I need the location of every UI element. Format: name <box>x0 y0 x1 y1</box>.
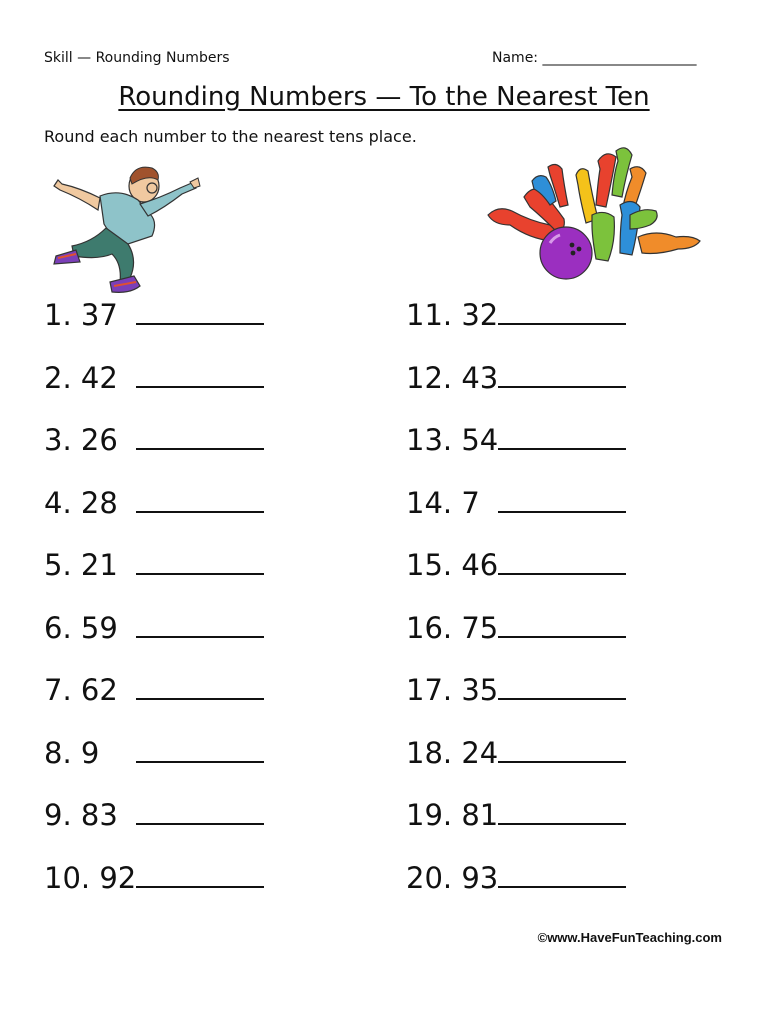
answer-blank <box>498 428 626 450</box>
problem-label: 17. 35 <box>406 673 499 707</box>
answer-blank <box>498 741 626 763</box>
bowling-pins-illustration <box>480 145 705 285</box>
problem-label: 12. 43 <box>406 361 499 395</box>
problem-16 <box>406 611 626 645</box>
problem-6 <box>44 611 264 645</box>
problem-19 <box>406 798 626 832</box>
problem-5 <box>44 548 264 582</box>
answer-blank <box>136 741 264 763</box>
problem-label: 4. 28 <box>44 486 118 520</box>
problem-11 <box>406 298 626 332</box>
problem-7 <box>44 673 264 707</box>
answer-blank <box>136 553 264 575</box>
problem-label: 6. 59 <box>44 611 118 645</box>
answer-blank <box>136 616 264 638</box>
answer-blank <box>136 803 264 825</box>
problem-10 <box>44 861 264 895</box>
problem-label: 13. 54 <box>406 423 499 457</box>
problem-label: 11. 32 <box>406 298 499 332</box>
answer-blank <box>498 553 626 575</box>
problem-label: 20. 93 <box>406 861 499 895</box>
problem-18 <box>406 736 626 770</box>
problem-4 <box>44 486 264 520</box>
problem-label: 2. 42 <box>44 361 118 395</box>
problem-3 <box>44 423 264 457</box>
problem-label: 15. 46 <box>406 548 499 582</box>
bowler-illustration <box>40 158 202 303</box>
answer-blank <box>498 303 626 325</box>
problem-8 <box>44 736 264 770</box>
answer-blank <box>136 428 264 450</box>
problem-label: 5. 21 <box>44 548 118 582</box>
problem-2 <box>44 361 264 395</box>
problem-label: 8. 9 <box>44 736 100 770</box>
instructions: Round each number to the nearest tens place. <box>44 127 417 146</box>
problem-label: 7. 62 <box>44 673 118 707</box>
answer-blank <box>136 866 264 888</box>
answer-blank <box>136 366 264 388</box>
answer-blank <box>498 678 626 700</box>
footer-copyright: ©www.HaveFunTeaching.com <box>537 930 722 945</box>
problem-label: 19. 81 <box>406 798 499 832</box>
answer-blank <box>136 303 264 325</box>
answer-blank <box>498 491 626 513</box>
answer-blank <box>136 678 264 700</box>
page-title: Rounding Numbers — To the Nearest Ten <box>118 82 650 112</box>
name-field: Name: ______________________ <box>492 50 697 66</box>
answer-blank <box>498 366 626 388</box>
problem-label: 9. 83 <box>44 798 118 832</box>
problem-13 <box>406 423 626 457</box>
skill-label: Skill — Rounding Numbers <box>44 50 230 66</box>
answer-blank <box>498 616 626 638</box>
problem-label: 14. 7 <box>406 486 480 520</box>
problem-12 <box>406 361 626 395</box>
answer-blank <box>498 803 626 825</box>
answer-blank <box>498 866 626 888</box>
problem-label: 18. 24 <box>406 736 499 770</box>
problem-9 <box>44 798 264 832</box>
problem-label: 10. 92 <box>44 861 137 895</box>
problem-20 <box>406 861 626 895</box>
problem-label: 16. 75 <box>406 611 499 645</box>
answer-blank <box>136 491 264 513</box>
problem-label: 1. 37 <box>44 298 118 332</box>
problem-label: 3. 26 <box>44 423 118 457</box>
problem-15 <box>406 548 626 582</box>
problem-1 <box>44 298 264 332</box>
problem-14 <box>406 486 626 520</box>
problem-17 <box>406 673 626 707</box>
